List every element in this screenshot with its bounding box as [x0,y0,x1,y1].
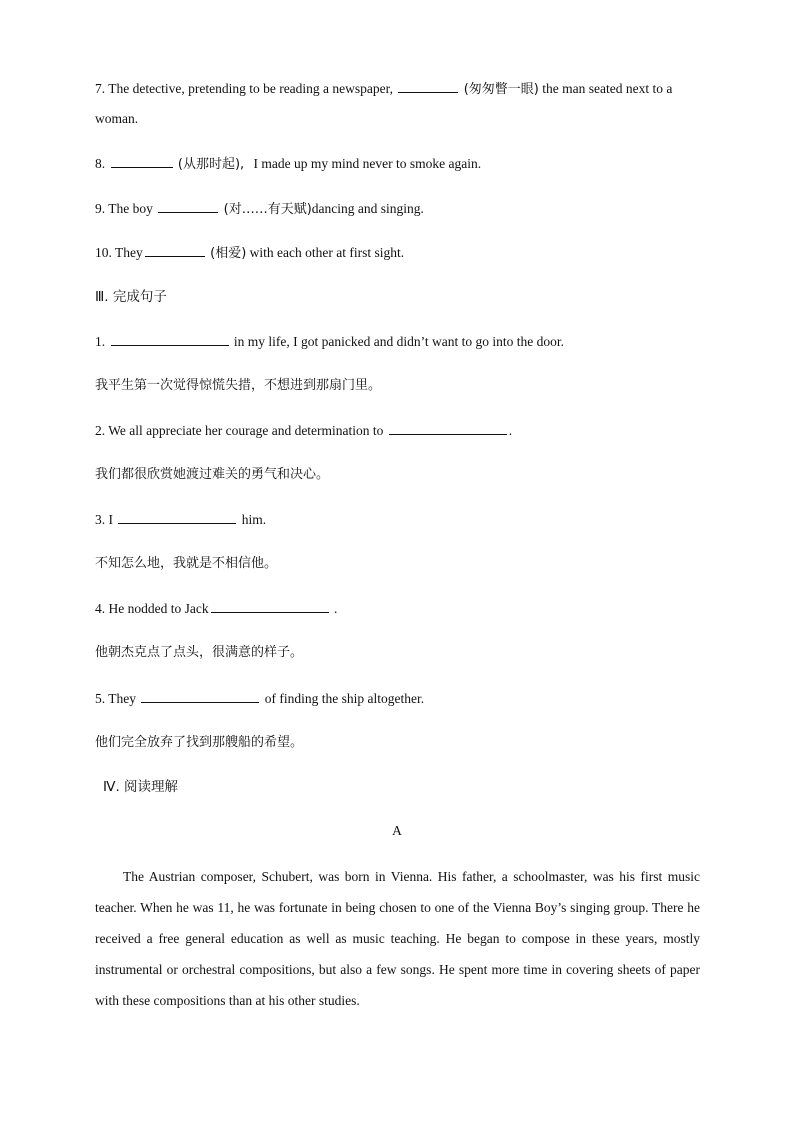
item-text-post: I made up my mind never to smoke again. [253,156,482,171]
answer-blank[interactable] [389,420,507,435]
answer-blank[interactable] [141,688,259,703]
item-hint: (对……有天赋) [223,202,312,217]
item-text-post: the man seated next to a [542,81,673,96]
item-text-post: with each other at first sight. [249,245,405,260]
item-text-post: in my life, I got panicked and didn’t want to go into the door. [233,334,564,349]
answer-blank[interactable] [398,78,458,93]
sentence-item-5-translation: 他们完全放弃了找到那艘船的希望。 [95,735,304,750]
sentence-item-4 [95,598,705,619]
item-number: 5. [95,691,106,706]
item-number: 9. [95,201,106,216]
exercise-item-10 [95,242,705,264]
item-text-post: him. [241,512,267,527]
item-text-pre: He nodded to Jack [108,601,209,616]
item-text-pre: The detective, pretending to be reading a newspaper, [108,81,393,96]
sentence-item-4-translation: 他朝杰克点了点头，很满意的样子。 [95,645,304,660]
sentence-item-1-translation: 我平生第一次觉得惊慌失措，不想进到那扇门里。 [95,378,382,393]
item-text-pre: We all appreciate her courage and determination to [108,423,384,438]
item-number: 10. [95,245,112,260]
exercise-item-7 [95,78,705,100]
answer-blank[interactable] [145,242,205,257]
item-number: 3. [95,512,106,527]
item-text-post: . [508,423,513,438]
answer-blank[interactable] [158,198,218,213]
item-number: 4. [95,601,106,616]
sentence-item-5 [95,688,705,709]
item-text-pre: The boy [108,201,153,216]
sentence-item-3-translation: 不知怎么地，我就是不相信他。 [95,556,278,571]
item-number: 8. [95,156,106,171]
item-hint: (相爱) [210,246,247,261]
item-text-post: dancing and singing. [311,201,424,216]
item-hint: (从那时起), [177,157,245,172]
item-number: 1. [95,334,106,349]
passage-label: A [392,823,402,838]
item-text-post: of finding the ship altogether. [264,691,425,706]
item-text-continued: woman. [95,111,139,126]
answer-blank[interactable] [111,331,229,346]
item-text-pre: I [108,512,113,527]
sentence-item-2-translation: 我们都很欣赏她渡过难关的勇气和决心。 [95,467,330,482]
exercise-item-7-continued [95,109,705,129]
sentence-item-1 [95,331,705,352]
answer-blank[interactable] [211,598,329,613]
reading-passage-paragraph: The Austrian composer, Schubert, was born in Vienna. His father, a schoolmaster, was his first music teacher. When he was 11, he was fortunate in being chosen to one of the Vienna Boy’s singing group. There he received a free general education as well as music teaching. He began to compose in these years, mostly instrumental or orchestral compositions, but also a few songs. He spent more time in covering sheets of paper with these compositions than at his other studies. [95,869,700,1008]
item-text-post: . [333,601,338,616]
item-text-pre: They [108,691,137,706]
answer-blank[interactable] [118,509,236,524]
sentence-item-2 [95,420,705,441]
item-number: 7. [95,81,106,96]
sentence-item-3 [95,509,705,530]
section-heading-complete-sentences: Ⅲ. 完成句子 [95,289,167,305]
exercise-item-9 [95,198,705,220]
answer-blank[interactable] [111,153,173,168]
item-text-pre: They [115,245,143,260]
item-hint: (匆匆瞥一眼) [463,82,539,97]
item-number: 2. [95,423,106,438]
section-heading-reading-comprehension: Ⅳ. 阅读理解 [103,779,179,795]
exercise-item-8 [95,153,705,175]
